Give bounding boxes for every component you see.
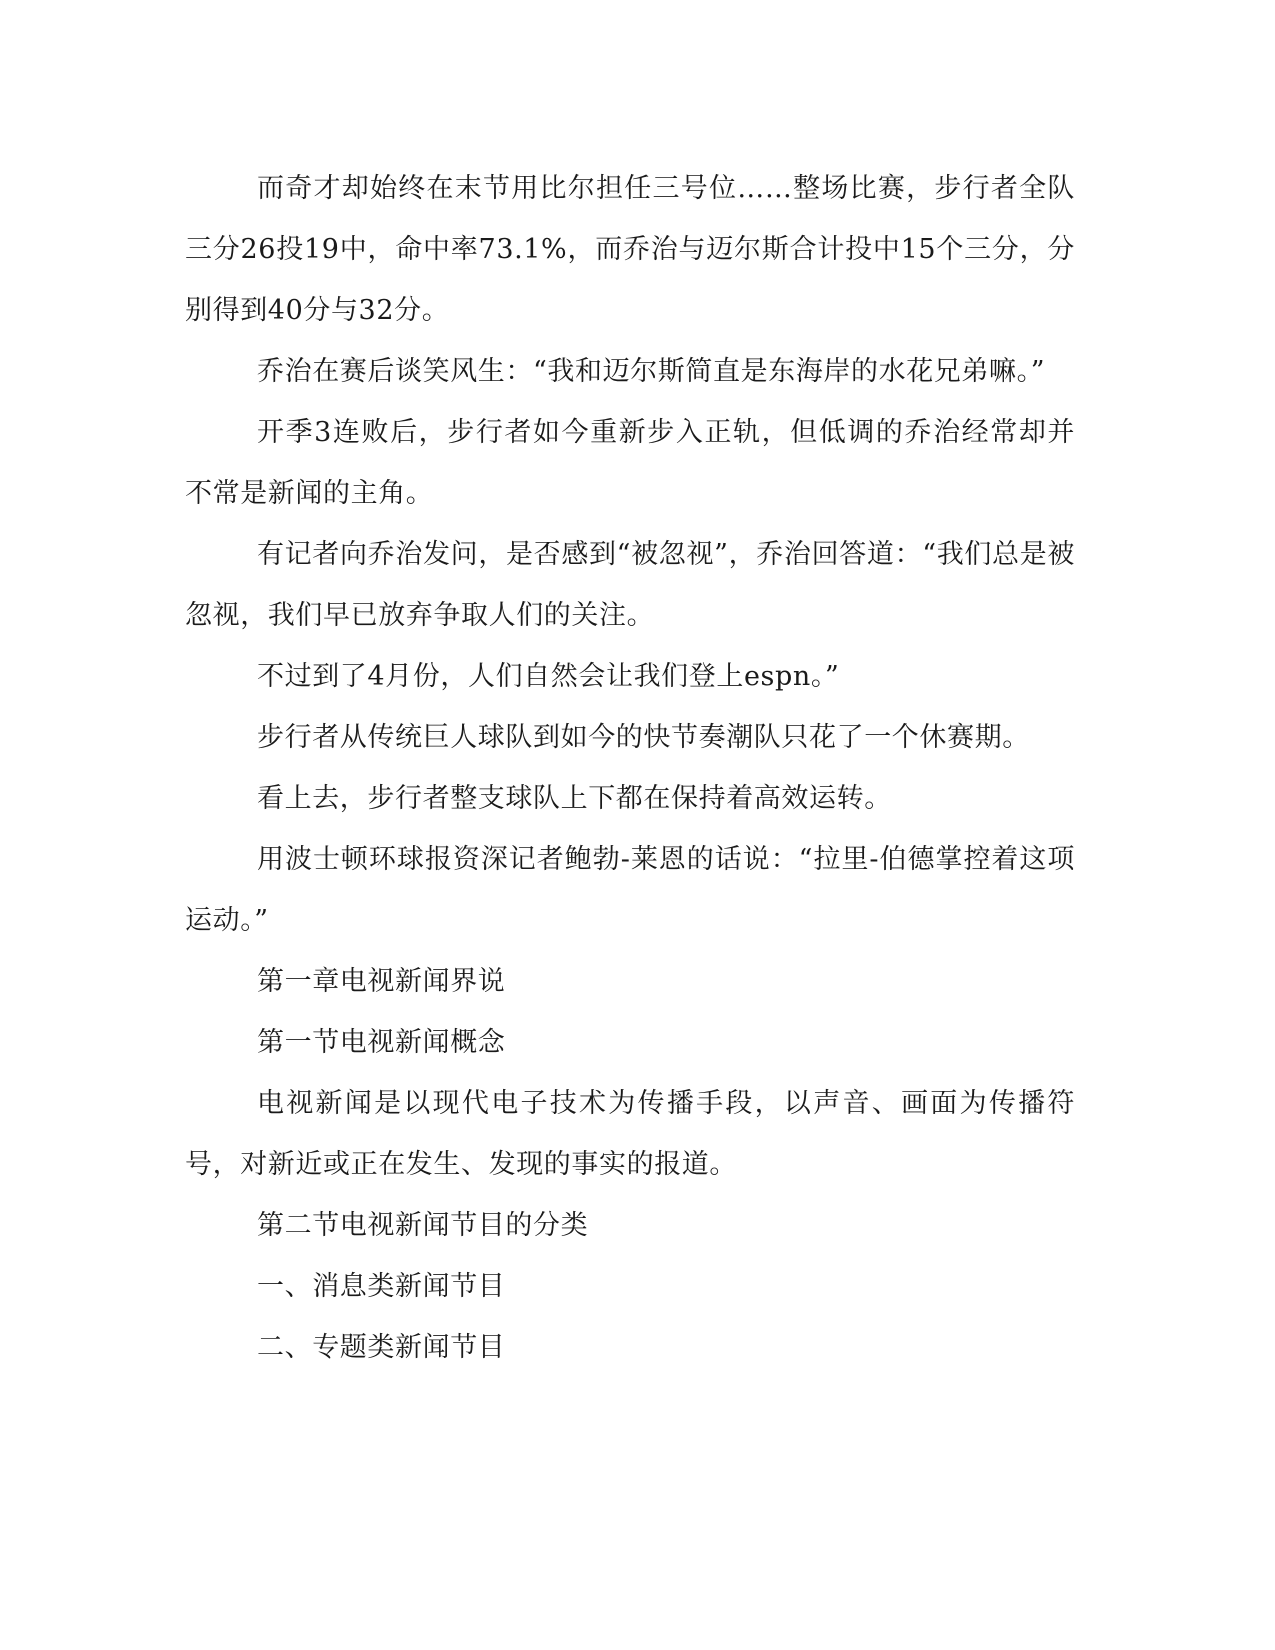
list-item: 二、专题类新闻节目 [257, 1332, 506, 1363]
paragraph: 用波士顿环球报资深记者鲍勃-莱恩的话说：“拉里-伯德掌控着这项运动。” [185, 844, 1075, 936]
document-body [185, 158, 1075, 1378]
paragraph: 电视新闻是以现代电子技术为传播手段，以声音、画面为传播符号，对新近或正在发生、发现的事实的报道。 [185, 1088, 1075, 1180]
section-heading: 第二节电视新闻节目的分类 [257, 1210, 589, 1241]
paragraph: 有记者向乔治发问，是否感到“被忽视”，乔治回答道：“我们总是被忽视，我们早已放弃争取人们的关注。 [185, 539, 1075, 631]
paragraph: 开季3连败后，步行者如今重新步入正轨，但低调的乔治经常却并不常是新闻的主角。 [185, 417, 1075, 509]
paragraph: 不过到了4月份，人们自然会让我们登上espn。” [257, 661, 840, 692]
paragraph: 乔治在赛后谈笑风生：“我和迈尔斯简直是东海岸的水花兄弟嘛。” [257, 356, 1046, 387]
paragraph: 而奇才却始终在末节用比尔担任三号位……整场比赛，步行者全队三分26投19中，命中率73.1%，而乔治与迈尔斯合计投中15个三分，分别得到40分与32分。 [185, 173, 1075, 326]
chapter-heading: 第一章电视新闻界说 [257, 966, 506, 997]
paragraph: 步行者从传统巨人球队到如今的快节奏潮队只花了一个休赛期。 [257, 722, 1030, 753]
list-item: 一、消息类新闻节目 [257, 1271, 506, 1302]
paragraph: 看上去，步行者整支球队上下都在保持着高效运转。 [257, 783, 892, 814]
section-heading: 第一节电视新闻概念 [257, 1027, 506, 1058]
